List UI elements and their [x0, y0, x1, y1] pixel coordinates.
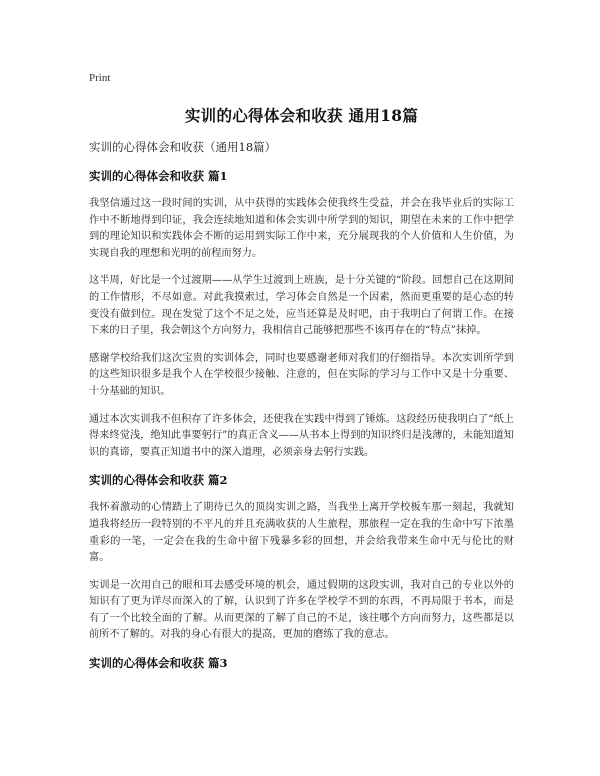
paragraph: 通过本次实训我不但积存了许多体会，还使我在实践中得到了锤炼。这段经历使我明白了“纸上得来终觉浅，绝知此事要躬行”的真正含义——从书本上得到的知识终归是浅薄的，未能知道知识的真谛，要真正知道书中的深入道理，必须亲身去躬行实践。: [89, 413, 514, 458]
print-label: Print: [89, 72, 111, 84]
document-subtitle: 实训的心得体会和收获（通用18篇）: [89, 140, 277, 154]
section-heading: 实训的心得体会和收获 篇1: [89, 169, 228, 183]
section-heading: 实训的心得体会和收获 篇2: [89, 473, 228, 488]
document-title: 实训的心得体会和收获 通用18篇: [184, 106, 419, 125]
section-2: [89, 472, 514, 644]
section-1: [89, 168, 514, 461]
section-heading: 实训的心得体会和收获 篇3: [89, 656, 228, 671]
paragraph: 我坚信通过这一段时间的实训，从中获得的实践体会使我终生受益，并会在我毕业后的实际工作中不断地得到印证，我会连续地知道和体会实训中所学到的知识，期望在未来的工作中把学到的理论知识和实践体会不断的运用到实际工作中来，充分展现我的个人价值和人生价值，为实现自我的理想和光明的前程而努力。: [89, 198, 514, 259]
section-3: [89, 655, 514, 671]
paragraph: 这半周，好比是一个过渡期——从学生过渡到上班族，是十分关键的“阶段。回想自己在这期间的工作情形，不尽如意。对此我摸索过，学习体会自然是一个因素，然而更重要的是心态的转变没有做到位。现在发觉了这个不足之处，应当还算是及时吧，由于我明白了何谓工作。在接下来的日子里，我会朝这个方向努力，我相信自己能够把那些不该再存在的“特点”抹掉。: [89, 275, 514, 337]
paragraph: 我怀着激动的心情踏上了期待已久的顶岗实训之路，当我坐上离开学校板车那一刻起，我就知道我将经历一段特别的不平凡的并且充满收获的人生旅程，那旅程一定在我的生命中写下浓墨重彩的一笔，一定会在我的生命中留下残暴多彩的回想，并会给我带来生命中无与伦比的财富。: [89, 502, 514, 564]
paragraph: 感谢学校给我们这次宝贵的实训体会，同时也要感谢老师对我们的仔细指导。本次实训所学到的这些知识很多是我个人在学校很少接触、注意的，但在实际的学习与工作中又是十分重要、十分基础的知识。: [89, 352, 514, 397]
paragraph: 实训是一次用自己的眼和耳去感受环境的机会，通过假期的这段实训，我对自己的专业以外的知识有了更为详尽而深入的了解，认识到了许多在学校学不到的东西，不再局限于书本，而是有了一个比较全面的了解。从而更深的了解了自己的不足，该往哪个方向而努力，这些都是以前所不了解的。对我的身心有很大的提高，更加的磨练了我的意志。: [89, 579, 514, 641]
document-page: [89, 60, 514, 683]
